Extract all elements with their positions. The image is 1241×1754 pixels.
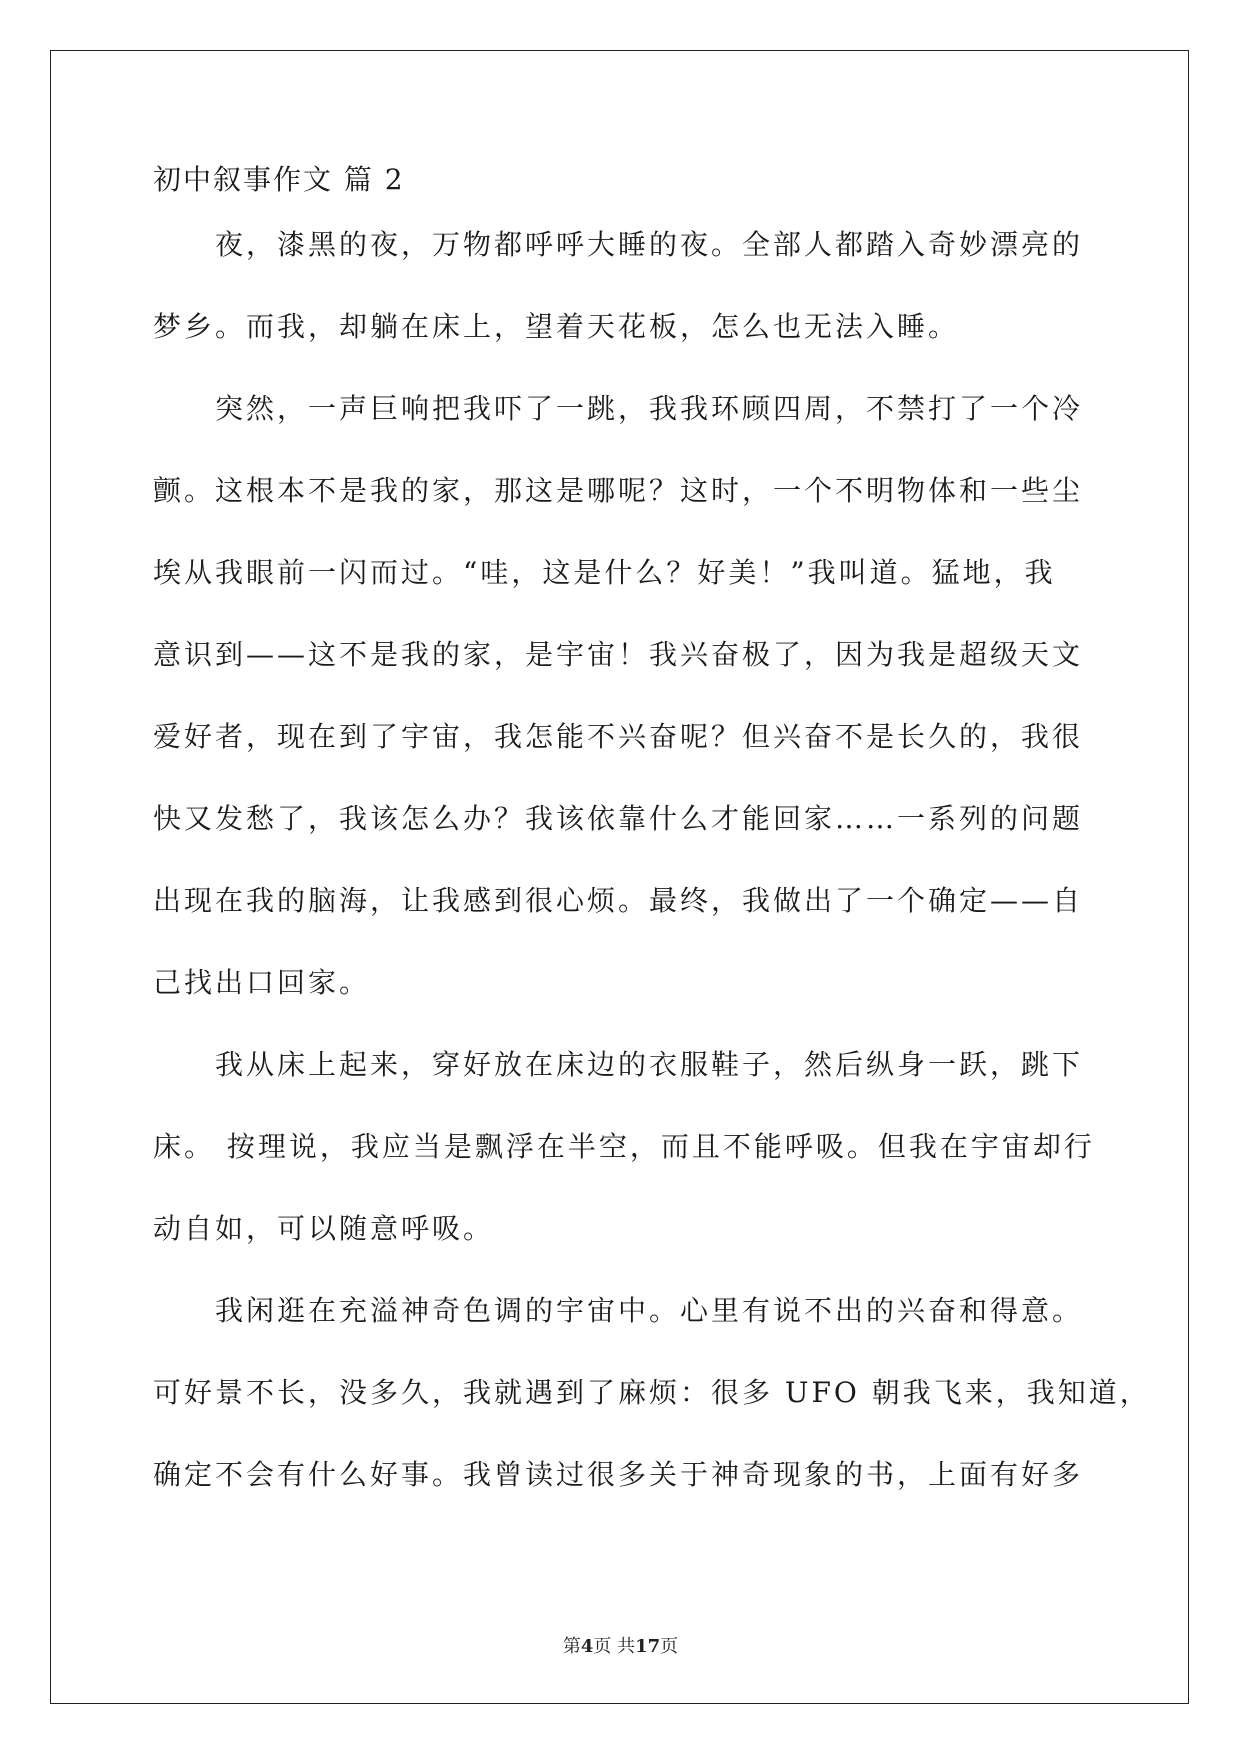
current-page-number: 4 <box>580 1636 594 1657</box>
text-line: 我从床上起来，穿好放在床边的衣服鞋子，然后纵身一跃，跳下 <box>215 1048 1084 1081</box>
paragraph-4 <box>153 1291 1151 1537</box>
paragraph-1 <box>153 225 1093 389</box>
text-line: 梦乡。而我，却躺在床上，望着天花板，怎么也无法入睡。 <box>153 310 960 343</box>
paragraph-3 <box>153 1045 1093 1291</box>
text-line: 埃从我眼前一闪而过。“哇，这是什么？好美！”我叫道。猛地，我 <box>153 556 1056 589</box>
text-line: 意识到——这不是我的家，是宇宙！我兴奋极了，因为我是超级天文 <box>153 638 1084 671</box>
footer-middle: 页 共 <box>593 1636 636 1657</box>
text-line: 颤。这根本不是我的家，那这是哪呢？这时，一个不明物体和一些尘 <box>153 474 1084 507</box>
text-line: 确定不会有什么好事。我曾读过很多关于神奇现象的书，上面有好多 <box>153 1458 1084 1491</box>
text-line: 出现在我的脑海，让我感到很心烦。最终，我做出了一个确定——自 <box>153 884 1084 917</box>
paragraph-2 <box>153 389 1093 1045</box>
text-line: 动自如，可以随意呼吸。 <box>153 1212 495 1245</box>
text-line: 己找出口回家。 <box>153 966 371 999</box>
page-footer <box>0 1632 1241 1658</box>
text-line: 突然，一声巨响把我吓了一跳，我我环顾四周，不禁打了一个冷 <box>215 392 1084 425</box>
text-line: 快又发愁了，我该怎么办？我该依靠什么才能回家……一系列的问题 <box>153 802 1084 835</box>
total-pages-number: 17 <box>635 1636 661 1657</box>
text-line: 夜，漆黑的夜，万物都呼呼大睡的夜。全部人都踏入奇妙漂亮的 <box>215 228 1084 261</box>
footer-suffix: 页 <box>660 1636 679 1657</box>
text-line: 床。 按理说，我应当是飘浮在半空，而且不能呼吸。但我在宇宙却行 <box>153 1130 1095 1163</box>
text-line: 爱好者，现在到了宇宙，我怎能不兴奋呢？但兴奋不是长久的，我很 <box>153 720 1084 753</box>
document-body <box>153 160 1151 1537</box>
text-line: 我闲逛在充溢神奇色调的宇宙中。心里有说不出的兴奋和得意。 <box>215 1294 1084 1327</box>
footer-prefix: 第 <box>562 1636 581 1657</box>
text-line: 可好景不长，没多久，我就遇到了麻烦：很多 UFO 朝我飞来，我知道， <box>153 1376 1151 1409</box>
document-title: 初中叙事作文 篇 2 <box>153 163 405 196</box>
